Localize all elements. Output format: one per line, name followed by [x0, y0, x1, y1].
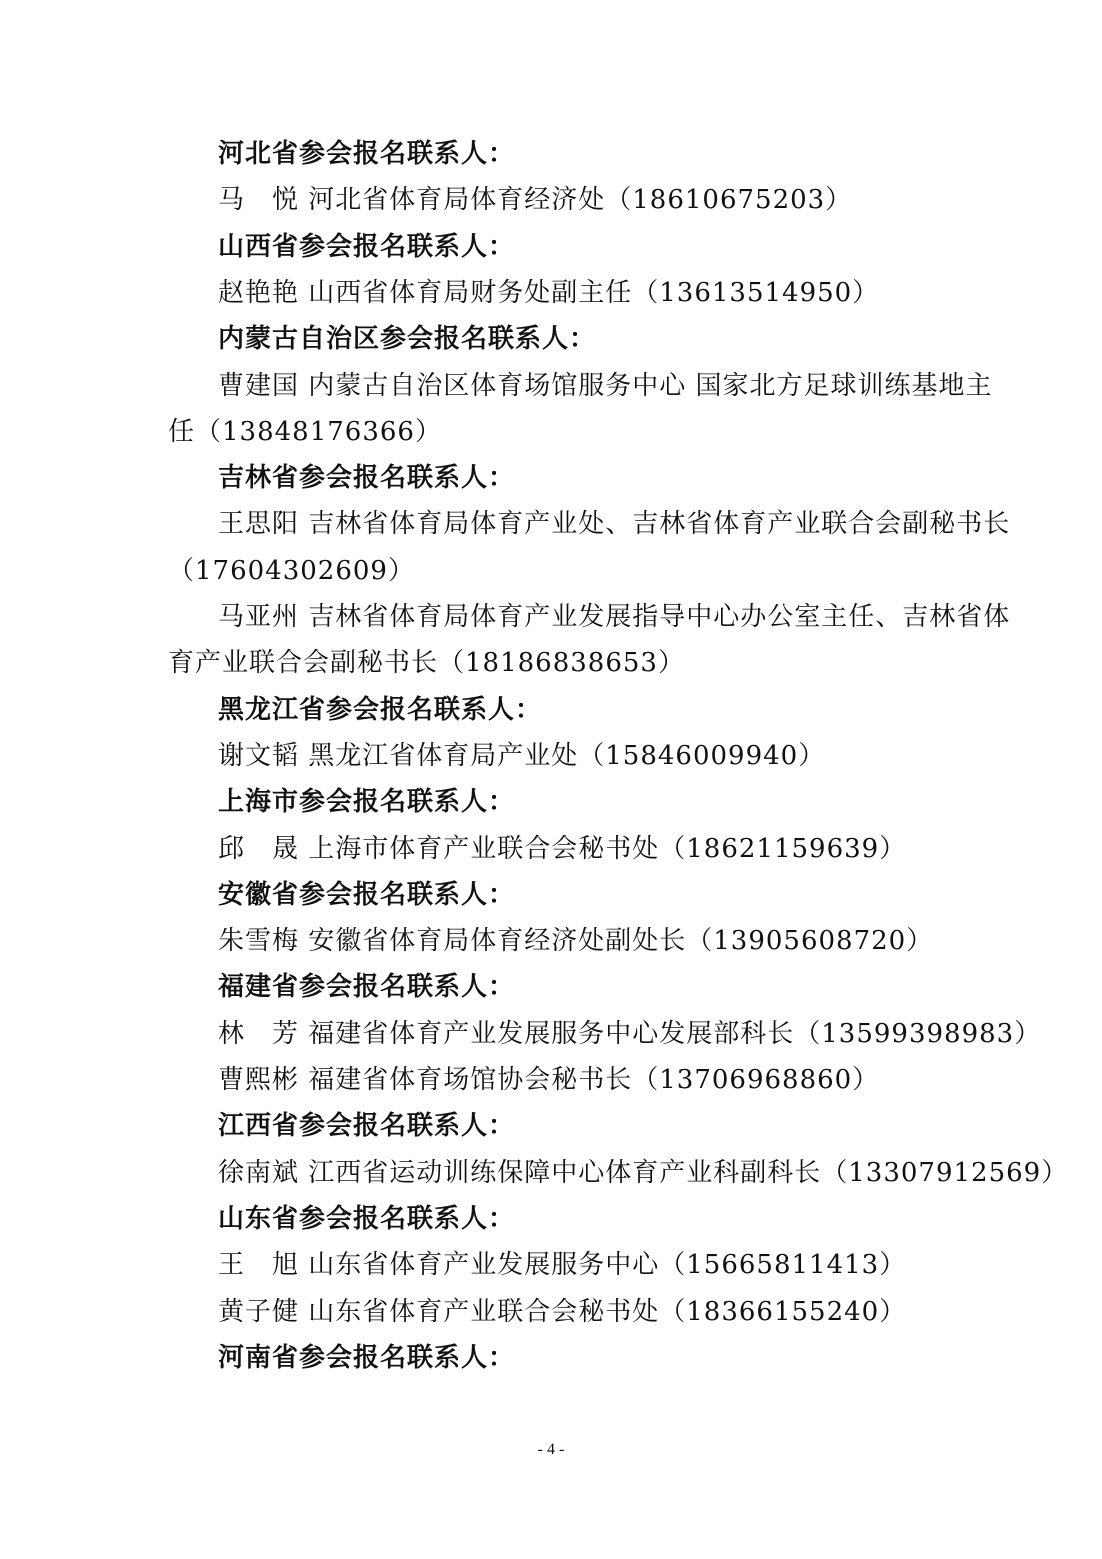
- section-heading: 河北省参会报名联系人：: [218, 139, 516, 169]
- contact-line: 马 悦 河北省体育局体育经济处（18610675203）: [218, 185, 853, 216]
- contact-line: 曹建国 内蒙古自治区体育场馆服务中心 国家北方足球训练基地主: [218, 370, 993, 401]
- contact-line: 林 芳 福建省体育产业发展服务中心发展部科长（13599398983）: [218, 1018, 1042, 1049]
- contact-line: 谢文韬 黑龙江省体育局产业处（15846009940）: [218, 740, 826, 771]
- contact-line-continuation: 育产业联合会副秘书长（18186838653）: [168, 648, 685, 679]
- section-heading: 福建省参会报名联系人：: [218, 972, 516, 1003]
- section-heading: 吉林省参会报名联系人：: [218, 463, 516, 494]
- contact-line: 曹熙彬 福建省体育场馆协会秘书长（13706968860）: [218, 1065, 880, 1095]
- contact-line: 黄子健 山东省体育产业联合会秘书处（18366155240）: [218, 1296, 907, 1327]
- contact-line: 赵艳艳 山西省体育局财务处副主任（13613514950）: [218, 277, 880, 308]
- section-heading: 黑龙江省参会报名联系人：: [218, 694, 543, 725]
- section-heading: 安徽省参会报名联系人：: [218, 879, 516, 910]
- page-number: - 4 -: [537, 1441, 565, 1458]
- contact-line: 马亚州 吉林省体育局体育产业发展指导中心办公室主任、吉林省体: [218, 602, 1011, 632]
- section-heading: 河南省参会报名联系人：: [218, 1342, 516, 1373]
- contact-line: 邱 晟 上海市体育产业联合会秘书处（18621159639）: [218, 833, 907, 864]
- section-heading: 山东省参会报名联系人：: [218, 1203, 516, 1234]
- contact-line-continuation: 任（13848176366）: [168, 416, 442, 447]
- section-heading: 内蒙古自治区参会报名联系人：: [218, 324, 597, 355]
- contact-line: 徐南斌 江西省运动训练保障中心体育产业科副科长（13307912569）: [218, 1157, 1069, 1188]
- contact-line-continuation: （17604302609）: [168, 555, 415, 586]
- contact-line: 王思阳 吉林省体育局体育产业处、吉林省体育产业联合会副秘书长: [218, 509, 1011, 540]
- contact-line: 王 旭 山东省体育产业发展服务中心（15665811413）: [218, 1250, 907, 1281]
- section-heading: 上海市参会报名联系人：: [218, 787, 516, 818]
- contact-line: 朱雪梅 安徽省体育局体育经济处副处长（13905608720）: [218, 926, 934, 957]
- section-heading: 山西省参会报名联系人：: [218, 231, 516, 262]
- section-heading: 江西省参会报名联系人：: [218, 1111, 516, 1142]
